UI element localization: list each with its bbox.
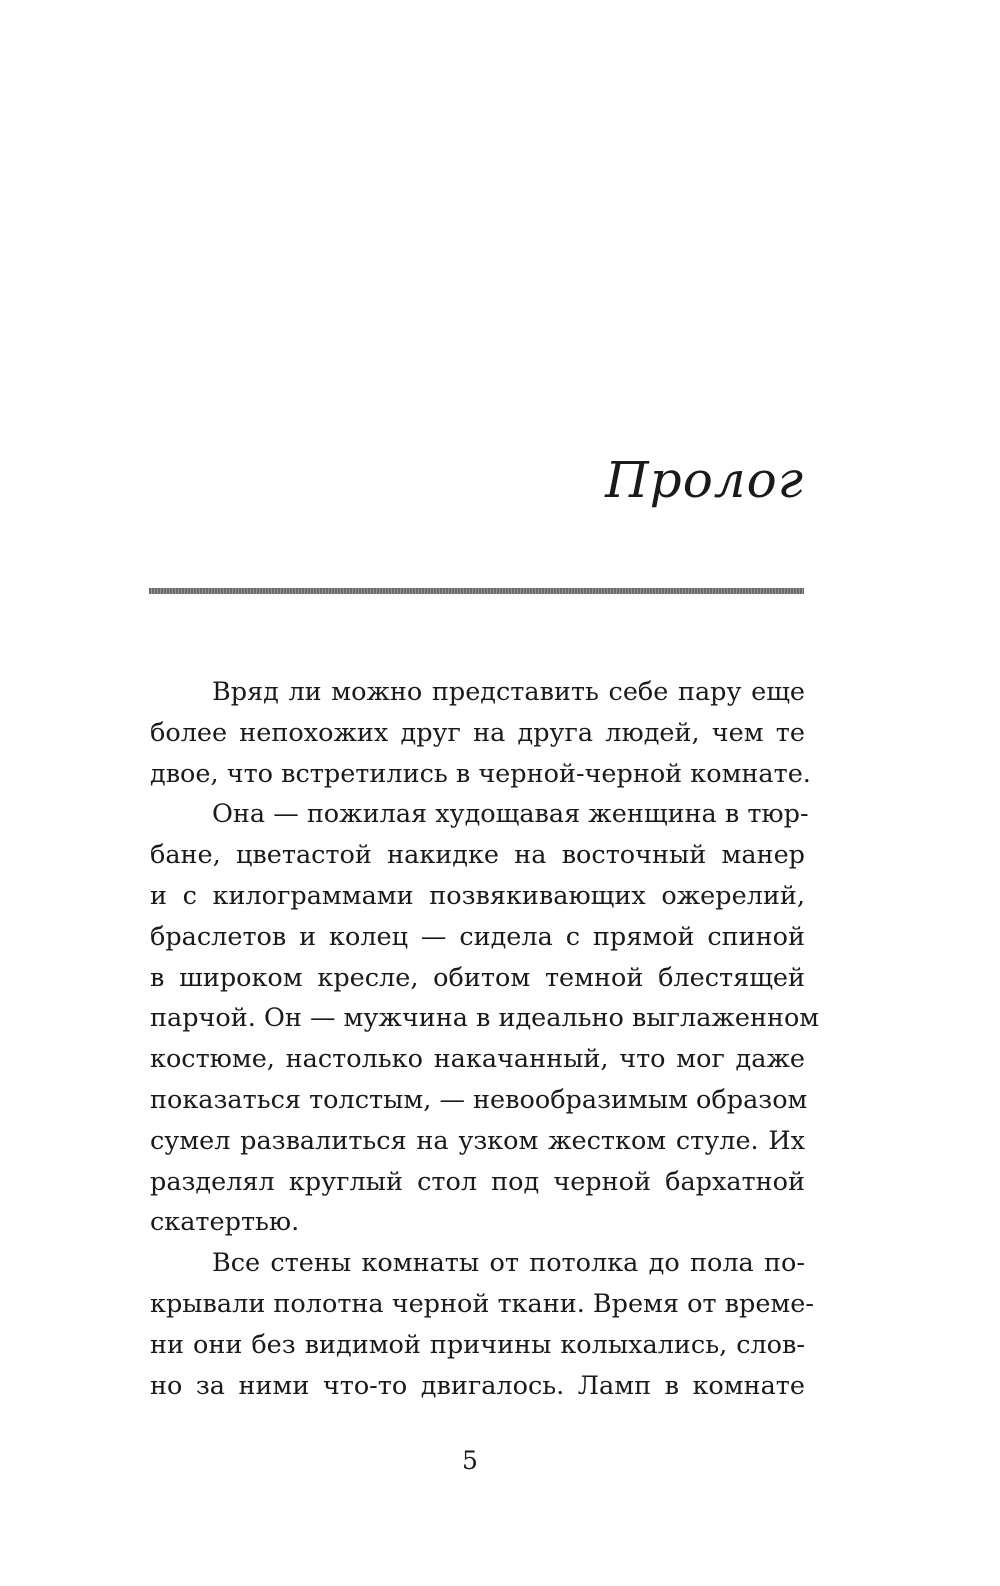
paragraph-2	[150, 794, 820, 1243]
text-line: более непохожих друг на друга людей, чем те	[150, 717, 805, 748]
text-line: крывали полотна черной ткани. Время от време-	[150, 1288, 814, 1319]
text-line: разделял круглый стол под черной бархатной	[150, 1166, 805, 1197]
text-line: скатертью.	[150, 1207, 300, 1238]
text-line: и с килограммами позвякивающих ожерелий,	[150, 880, 805, 911]
text-line: показаться толстым, — невообразимым образом	[150, 1084, 808, 1115]
body-text	[150, 672, 820, 1406]
title-divider	[149, 588, 804, 594]
page-number: 5	[462, 1446, 478, 1475]
text-line: в широком кресле, обитом темной блестящей	[150, 962, 805, 993]
chapter-title: Пролог	[605, 451, 804, 509]
text-line: Она — пожилая худощавая женщина в тюр-	[212, 799, 809, 830]
text-line: костюме, настолько накачанный, что мог даже	[150, 1044, 805, 1075]
text-line: Вряд ли можно представить себе пару еще	[212, 677, 805, 707]
text-line: сумел развалиться на узком жестком стуле. Их	[150, 1125, 805, 1156]
text-line: браслетов и колец — сидела с прямой спиной	[150, 921, 805, 952]
text-line: ни они без видимой причины колыхались, слов-	[150, 1329, 805, 1360]
text-line: парчой. Он — мужчина в идеально выглаженном	[150, 1003, 820, 1034]
text-line: Все стены комнаты от потолка до пола по-	[212, 1248, 805, 1279]
paragraph-3	[150, 1243, 814, 1406]
text-line: но за ними что-то двигалось. Ламп в комнате	[150, 1370, 805, 1401]
text-line: двое, что встретились в черной-черной комнате.	[150, 758, 811, 789]
text-line: бане, цветастой накидке на восточный манер	[150, 840, 805, 871]
paragraph-1	[150, 672, 811, 794]
